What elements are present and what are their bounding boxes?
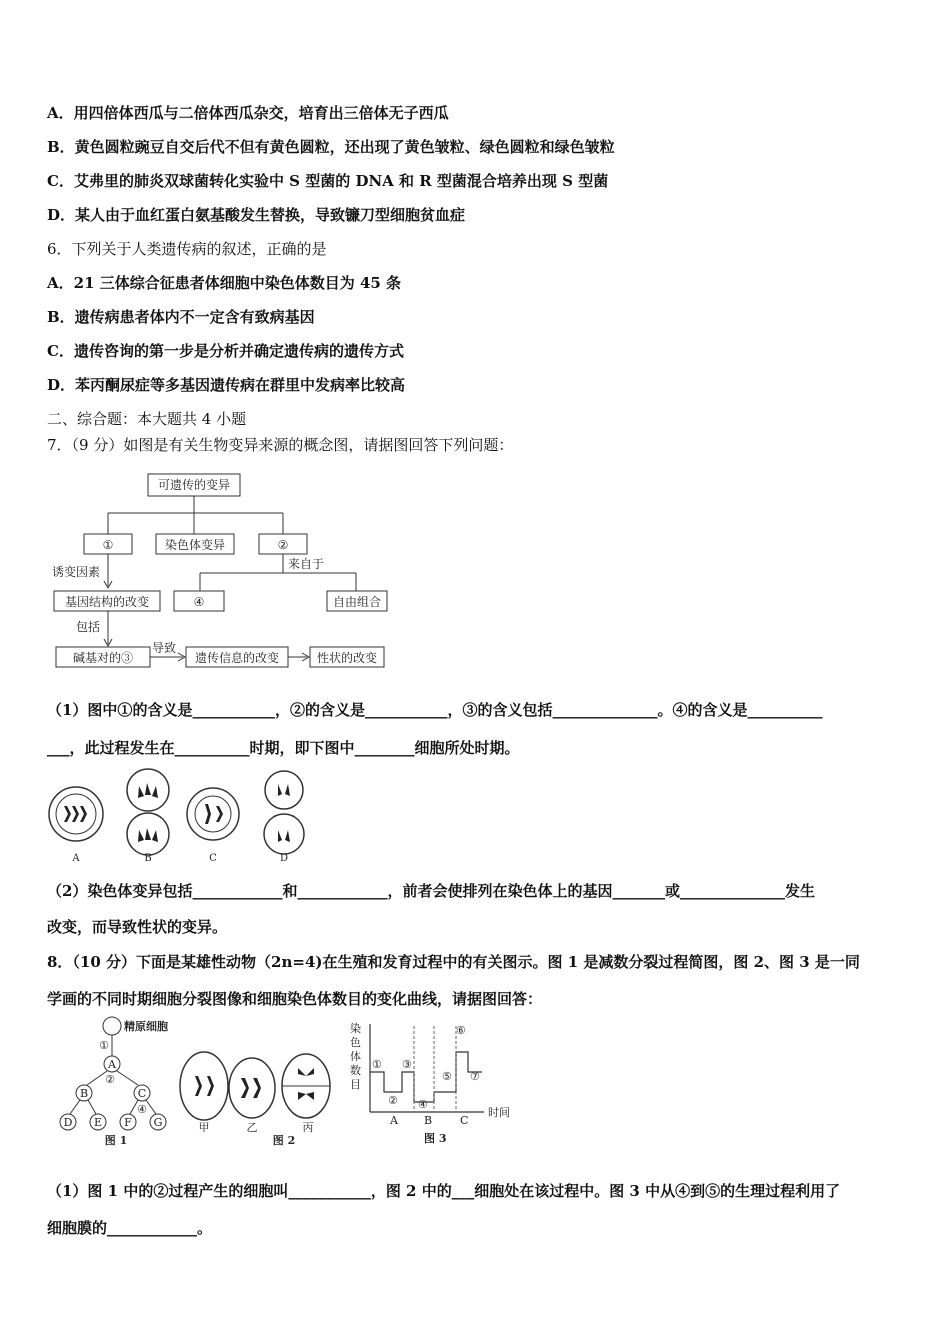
q6-option-a: A．21 三体综合征患者体细胞中染色体数目为 45 条 <box>47 274 402 292</box>
fig3-label: 图 3 <box>424 1132 447 1145</box>
svg-text:C: C <box>460 1114 469 1127</box>
q8-part1-line2: 细胞膜的____________。 <box>47 1219 213 1237</box>
fig1-title: 精原细胞 <box>124 1020 168 1033</box>
q8-part1-line1: （1）图 1 中的②过程产生的细胞叫___________，图 2 中的___细胞处在该过程中。图 3 中从④到⑤的生理过程利用了 <box>47 1182 841 1200</box>
svg-text:①: ① <box>102 538 114 552</box>
svg-text:⑥: ⑥ <box>456 1024 466 1037</box>
svg-text:染色体变异: 染色体变异 <box>164 538 226 552</box>
svg-text:①: ① <box>372 1058 382 1071</box>
q7-stem: 7．（9 分）如图是有关生物变异来源的概念图，请据图回答下列问题： <box>47 436 514 454</box>
q7-part2-line2: 改变，而导致性状的变异。 <box>47 918 228 936</box>
svg-text:A: A <box>390 1114 398 1127</box>
q6-option-b: B．遗传病患者体内不一定含有致病基因 <box>47 308 315 326</box>
svg-text:遗传信息的改变: 遗传信息的改变 <box>194 651 280 665</box>
svg-text:性状的改变: 性状的改变 <box>316 651 378 665</box>
q5-option-a: A．用四倍体西瓜与二倍体西瓜杂交，培育出三倍体无子西瓜 <box>47 104 449 122</box>
svg-text:目: 目 <box>350 1078 361 1091</box>
svg-text:C: C <box>137 1087 147 1100</box>
cell-division-figures <box>44 768 314 868</box>
fig1-label: 图 1 <box>104 1134 128 1147</box>
q6-stem: 6．下列关于人类遗传病的叙述，正确的是 <box>47 240 327 258</box>
svg-text:A: A <box>108 1058 116 1071</box>
svg-text:数: 数 <box>350 1064 361 1077</box>
cell-label-b: B <box>144 853 152 864</box>
svg-text:G: G <box>153 1116 163 1129</box>
label-mutagen: 诱变因素 <box>52 565 101 579</box>
q5-option-d: D．某人由于血红蛋白氨基酸发生替换，导致镰刀型细胞贫血症 <box>47 206 466 224</box>
fig2-yi: 乙 <box>246 1121 258 1134</box>
q8-stem-line2: 学画的不同时期细胞分裂图像和细胞染色体数目的变化曲线，请据图回答： <box>47 990 543 1008</box>
label-lead-to: 导致 <box>152 641 177 655</box>
svg-text:②: ② <box>388 1094 398 1107</box>
q8-stem-line1: 8．（10 分）下面是某雄性动物（2n=4)在生殖和发育过程中的有关图示。图 1 是减数分裂过程简图，图 2、图 3 是一同 <box>47 953 860 971</box>
svg-text:色: 色 <box>350 1036 361 1049</box>
svg-text:④: ④ <box>193 595 205 609</box>
fig3-xlabel: 时间 <box>488 1106 510 1119</box>
variation-concept-map <box>48 468 393 673</box>
q7-part2-line1: （2）染色体变异包括____________和____________，前者会使排列在染色体上的基因_______或______________发生 <box>47 882 815 900</box>
q7-part1-line2: ___，此过程发生在__________时期，即下图中________细胞所处时期。 <box>47 739 520 757</box>
svg-text:体: 体 <box>350 1050 361 1063</box>
svg-text:基因结构的改变: 基因结构的改变 <box>64 595 150 609</box>
cell-label-a: A <box>72 853 80 864</box>
label-comes-from: 来自于 <box>288 557 325 571</box>
section-2-heading: 二、综合题：本大题共 4 小题 <box>47 410 247 428</box>
meiosis-figures <box>52 1016 522 1151</box>
svg-text:②: ② <box>277 538 289 552</box>
concept-top-text: 可遗传的变异 <box>157 478 231 492</box>
fig2-label: 图 2 <box>272 1134 296 1147</box>
svg-text:①: ① <box>99 1039 109 1052</box>
svg-text:④: ④ <box>137 1103 147 1116</box>
q7-part1-line1: （1）图中①的含义是___________，②的含义是___________，③的含义包括______________。④的含义是__________ <box>47 701 823 719</box>
q5-option-b: B．黄色圆粒豌豆自交后代不但有黄色圆粒，还出现了黄色皱粒、绿色圆粒和绿色皱粒 <box>47 138 615 156</box>
q6-option-c: C．遗传咨询的第一步是分析并确定遗传病的遗传方式 <box>47 342 404 360</box>
svg-text:F: F <box>124 1116 132 1129</box>
svg-text:染: 染 <box>350 1022 361 1035</box>
svg-text:⑦: ⑦ <box>470 1070 480 1083</box>
svg-text:B: B <box>424 1114 433 1127</box>
svg-text:⑤: ⑤ <box>442 1070 452 1083</box>
fig2-bing: 丙 <box>302 1121 314 1134</box>
svg-text:碱基对的③: 碱基对的③ <box>72 651 134 665</box>
svg-text:②: ② <box>105 1073 115 1086</box>
cell-label-c: C <box>209 853 217 864</box>
q6-option-d: D．苯丙酮尿症等多基因遗传病在群里中发病率比较高 <box>47 376 406 394</box>
svg-text:D: D <box>63 1116 73 1129</box>
q5-option-c: C．艾弗里的肺炎双球菌转化实验中 S 型菌的 DNA 和 R 型菌混合培养出现 S 型菌 <box>47 172 609 190</box>
svg-text:③: ③ <box>402 1058 412 1071</box>
svg-text:④: ④ <box>418 1098 428 1111</box>
fig2-jia: 甲 <box>198 1121 210 1134</box>
svg-text:B: B <box>79 1087 89 1100</box>
label-include: 包括 <box>76 620 101 634</box>
svg-text:自由组合: 自由组合 <box>332 595 382 609</box>
cell-label-d: D <box>279 853 289 864</box>
svg-text:E: E <box>93 1116 103 1129</box>
